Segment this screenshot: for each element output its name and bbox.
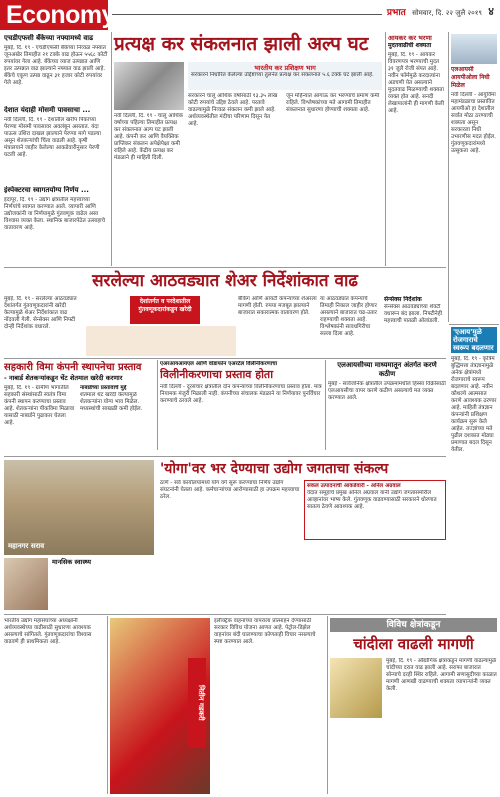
lead-inset-title: भारतीय कर प्रशिक्षण भाग: [254, 64, 316, 72]
section-rule: [4, 614, 446, 615]
portrait-photo: [4, 558, 48, 610]
side-body: सेन्सेक्स आठवड्याच्या शेवटी वधारून बंद झाला. निफ्टीनेही महत्त्वाची पातळी ओलांडली.: [384, 304, 443, 324]
third-mid-story: [160, 361, 322, 453]
scooter-photo: [110, 618, 210, 794]
yoga-photo: [4, 460, 154, 555]
story-title: सहकारी विमा कंपनी स्थापनेचा प्रस्ताव: [4, 362, 142, 373]
quote-title: सकल उत्पादनाची आकडेवारी - अनिल अग्रवाल: [307, 483, 401, 489]
bull-illustration: [86, 326, 236, 356]
story-kicker: एअरआयआयएल आणि वोडाफोन एअरटेल विलीनीकरणाचा: [160, 361, 278, 367]
masthead: [0, 0, 500, 30]
silver-photo: [330, 658, 382, 718]
lead-body-mid: सरकारने चालू आर्थिक वर्षासाठी १३.३५ लाख कोटी रुपयांचे उद्दिष्ट ठेवले आहे. परतावे वाढल्यामुळे निव्वळ संकलन कमी झाले आहे. अर्थव्यवस्थेतील मंदीचा परिणाम दिसून येत आहे.: [188, 93, 278, 127]
story-title: एलआयसी आयपीओला निधी मिळेल: [451, 66, 490, 89]
story-subtitle: - नाबार्ड शेतकऱ्यांकडून चेंट शेतमाल खरेदी करणार: [4, 374, 123, 382]
ai-body: मुंबई, दि. १९ - कृत्रिम बुद्धिमत्ता तंत्रज्ञानामुळे अनेक क्षेत्रांमध्ये रोजगाराचे स्वरूप बदलणार आहे. नवीन कौशल्ये आत्मसात करणे आवश्यक ठरणार आहे. माहिती तंत्रज्ञान कंपन्यांनी प्रशिक्षण कार्यक्रम सुरू केले आहेत. तज्ज्ञांच्या मते पुढील दशकात मोठ्या प्रमाणात बदल दिसून येतील.: [451, 356, 497, 453]
second-side: [384, 296, 446, 354]
story-body: मुंबई, दि. १९ - ग्रामीण भागातील सहकारी संस्थांसाठी स्वतंत्र विमा कंपनी स्थापन करण्याचा प्रस्ताव आहे. शेतकऱ्यांना पीकविमा मिळावा यासाठी नाबार्डने पुढाकार घेतला आहे.: [4, 385, 75, 426]
story-body: मुंबई, दि. १९ - आयकर विवरणपत्र भरण्याची मुदत ३१ जुलै रोजी संपत आहे. नवीन फॉर्ममुळे करदात्यांना अडचणी येत असल्याने मुदतवाढ मिळण्याची शक्यता व्यक्त होत आहे. सनदी लेखापालांनी ही मागणी केली आहे.: [388, 52, 445, 114]
masthead-rule: [112, 14, 382, 15]
caption-title: मानसिक स्वास्थ्य: [52, 558, 92, 566]
story-body: नवी दिल्ली - आयुर्विमा महामंडळाचा प्रस्तावित आयपीओ हा देशातील सर्वात मोठा ठरण्याची शक्यता असून सरकारला निधी उभारणीस मदत होईल. गुंतवणूकदारांमध्ये उत्सुकता आहे.: [451, 92, 497, 154]
story-body: नवी दिल्ली - दूरसंचार क्षेत्रातील दोन कंपन्यांच्या विलीनीकरणाचा प्रस्ताव होता. मात्र नियामक मंजुरी मिळाली नाही. कंपनीच्या संचालक मंडळाने या निर्णयावर पुनर्विचार करण्याचे ठरवले आहे.: [160, 384, 322, 404]
bottom-right-body: मुंबई, दि. १९ - औद्योगिक क्षेत्राकडून मागणी वाढल्यामुळे चांदीच्या दरात वाढ झाली आहे. सराफा बाजारात सोन्याचे दरही स्थिर राहिले. आगामी सणासुदीच्या काळात मागणी आणखी वाढण्याची शक्यता व्यापाऱ्यांनी व्यक्त केली.: [386, 658, 497, 692]
third-right-story: [328, 361, 446, 453]
ai-headline-box: [451, 327, 497, 353]
section-title: Economy: [0, 0, 108, 30]
bottom-right-band: विविध क्षेत्रांकडून: [330, 618, 497, 632]
column-rule: [327, 616, 328, 794]
third-left-story: [4, 361, 154, 453]
column-rule: [111, 32, 112, 266]
column-rule: [325, 360, 326, 450]
story-title: विलीनीकरणाचा प्रस्ताव होता: [160, 368, 274, 381]
lead-body-right: जून महिन्यात आगाऊ कर भरण्याचे प्रमाण कमी राहिले. विश्लेषकांच्या मते आगामी तिमाहीत संकलनात सुधारणा होण्याची शक्यता आहे.: [286, 93, 380, 113]
lead-body-left: नवी दिल्ली, दि. १९ - चालू आर्थिक वर्षाच्या पहिल्या तिमाहीत प्रत्यक्ष कर संकलनात अल्प घट झाली आहे. कंपनी कर आणि वैयक्तिक प्राप्तिकर संकलन अपेक्षेपेक्षा कमी राहिले आहे. केंद्रीय प्रत्यक्ष कर मंडळाने ही माहिती दिली.: [114, 113, 183, 161]
second-body-right: या आठवड्यात कंपन्यांचे तिमाही निकाल जाहीर होणार असल्याने बाजारात चढ-उतार राहण्याची शक्यता आहे. विश्लेषकांनी सावधगिरीचा सल्ला दिला आहे.: [320, 296, 377, 337]
sidebar-body: शेतमाल थेट खरेदी केल्यामुळे शेतकऱ्यांना योग्य भाव मिळेल. मध्यस्थांची साखळी कमी होईल.: [80, 392, 143, 412]
column-rule: [385, 32, 386, 266]
far-right-story: [451, 66, 497, 321]
article-headline: इंस्पेक्टरचा स्वागतयोग्य निर्णय ...: [4, 186, 89, 194]
story-title: एलआयसीच्या माध्यमातून अंतर्गत करणे कठीण: [337, 361, 437, 378]
paper-name: प्रभात: [386, 8, 406, 18]
quote-body: वेदांत समूहाचे प्रमुख अनिल अग्रवाल यांनी उद्योग जगतासमोरील आव्हानांवर भाष्य केले. गुंतवणूक वाढवण्यासाठी सरकारने धोरणात सातत्य ठेवणे आवश्यक आहे.: [307, 490, 437, 510]
side-title: सेन्सेक्स निर्देशांक: [384, 296, 422, 303]
publication-info: [387, 4, 494, 19]
article-headline: देशात यंदाही मोसमी पावसाचा ...: [4, 106, 91, 114]
page-number: ४: [488, 5, 494, 18]
bottom-left-body: भारतीय उद्योग महासंघाच्या अध्यक्षांनी अर्थव्यवस्थेच्या वाढीसाठी सुधारणा आवश्यक असल्याचे सांगितले. गुंतवणूकदारांचा विश्वास वाढवणे ही प्राथमिकता आहे.: [4, 618, 92, 645]
second-body-mid: बँकिंग आणि आयटी कंपन्यांच्या शेअरला मागणी होती. रुपया मजबूत झाल्याने बाजारात सकारात्मक वातावरण होते.: [238, 296, 317, 316]
column-rule: [157, 360, 158, 450]
section-rule: [449, 324, 499, 325]
issue-date: सोमवार, दि. २२ जुलै २०१९: [412, 9, 483, 17]
section-rule: [4, 456, 446, 457]
lead-headline: प्रत्यक्ष कर संकलनात झाली अल्प घट: [114, 33, 369, 55]
second-body-left: मुंबई, दि. १९ - सरलेल्या आठवड्यात देशांतर्गत गुंतवणूकदारांनी खरेदी केल्यामुळे शेअर निर्देशांकात वाढ नोंदवली गेली. सेन्सेक्स आणि निफ्टी दोन्ही निर्देशांक वधारले.: [4, 296, 77, 330]
fourth-body: ठाणे - सर्व कार्यालयांमध्ये योग वर्ग सुरू करण्याचा निर्णय उद्योग संघटनांनी घेतला आहे. कर्मचाऱ्यांच्या आरोग्यासाठी हा उपक्रम महत्त्वाचा ठरेल.: [160, 480, 300, 500]
photo-label: महानगर सराव: [8, 542, 45, 550]
building-photo: [451, 34, 497, 64]
fourth-headline: 'योगा'वर भर देण्याचा उद्योग जगताचा संकल्प: [160, 461, 389, 477]
right-top-story: [388, 34, 446, 264]
article-headline: एचडीएफसी बँकेच्या नफ्यामध्ये वाढ: [4, 34, 94, 42]
story-subtitle: मुदतवाढीची शक्यता: [388, 42, 432, 49]
column-rule: [448, 32, 449, 322]
photo-badge: नितीन गडकरी: [188, 658, 206, 748]
lead-inset: [188, 62, 382, 90]
story-body: मुंबई - सार्वजनिक क्षेत्रातील उपक्रमांमधील हिस्सा विक्रीसाठी एलआयसीचा वापर करणे कठीण असल्याचे मत व्यक्त करण्यात आले.: [328, 381, 446, 401]
caption-block: [52, 558, 154, 610]
sidebar-title: नाबार्डच्या प्रस्तावाचे मुद्दे: [80, 385, 127, 391]
ai-headline: 'एआय'मुळे रोजगाराचे स्वरूप बदलणार: [453, 328, 494, 352]
article-body: मुंबई, दि. १९ - एचडीएफसी बँकेच्या निव्वळ नफ्यात जूनअखेर तिमाहीत २१ टक्के वाढ होऊन ५५६८ कोटी रुपयांवर गेला आहे. बँकेच्या व्याज उत्पन्नात आणि इतर उत्पन्नात वाढ झाल्याने नफ्यात वाढ झाली आहे. बँकेचे एकूण उत्पन्न वाढून ३१ हजार कोटी रुपयांवर गेले आहे.: [4, 45, 108, 86]
section-rule: [4, 358, 446, 359]
tax-photo: [114, 62, 184, 110]
left-column: [4, 34, 108, 266]
article-body: नवी दिल्ली, दि. १९ - देशातील खरीप पिकांच्या पेरण्या मोसमी पावसावर अवलंबून असतात. यंदा पाऊस उशिरा दाखल झाल्याने पेरण्या मागे पडल्या असून शेतकऱ्यांची चिंता वाढली आहे. कृषी मंत्रालयाने जाहीर केलेल्या आकडेवारीनुसार पेरणी घटली आहे.: [4, 117, 101, 158]
story-sidebar: [80, 385, 154, 450]
article-body: इंदापूर, दि. १९ - उद्योग क्षेत्रातील महत्त्वाच्या निर्णयांचे स्वागत करण्यात आले. व्यापारी आणि उद्योजकांनी या निर्णयामुळे गुंतवणूक वाढेल असा विश्वास व्यक्त केला. स्थानिक बाजारपेठेत उत्साहाचे वातावरण आहे.: [4, 197, 106, 231]
second-headline: सरलेल्या आठवड्यात शेअर निर्देशांकात वाढ: [92, 271, 358, 291]
bottom-mid-body: इलेक्ट्रिक वाहनांच्या वापराला प्रोत्साहन देण्यासाठी सरकार विविध योजना आणत आहे. पेट्रोल-डिझेल वाहनांवर बंदी घालण्याचा कोणताही विचार नसल्याचे स्पष्ट करण्यात आले.: [214, 618, 316, 645]
second-inset: देशांतर्गत व परदेशातील गुंतवणूकदारांकडून खरेदी: [130, 296, 200, 324]
column-rule: [107, 616, 108, 794]
story-title: आयकर कर भरणा: [388, 34, 432, 42]
section-rule: [4, 267, 446, 268]
bottom-right-headline: चांदीला वाढली मागणी: [353, 635, 474, 653]
quote-box: [304, 480, 446, 540]
lead-inset-body: सरकारने निर्धारित केलेल्या उद्दिष्टांच्या तुलनेत प्रत्यक्ष कर संकलनात ५.६ टक्के घट झाली आहे.: [191, 72, 374, 78]
